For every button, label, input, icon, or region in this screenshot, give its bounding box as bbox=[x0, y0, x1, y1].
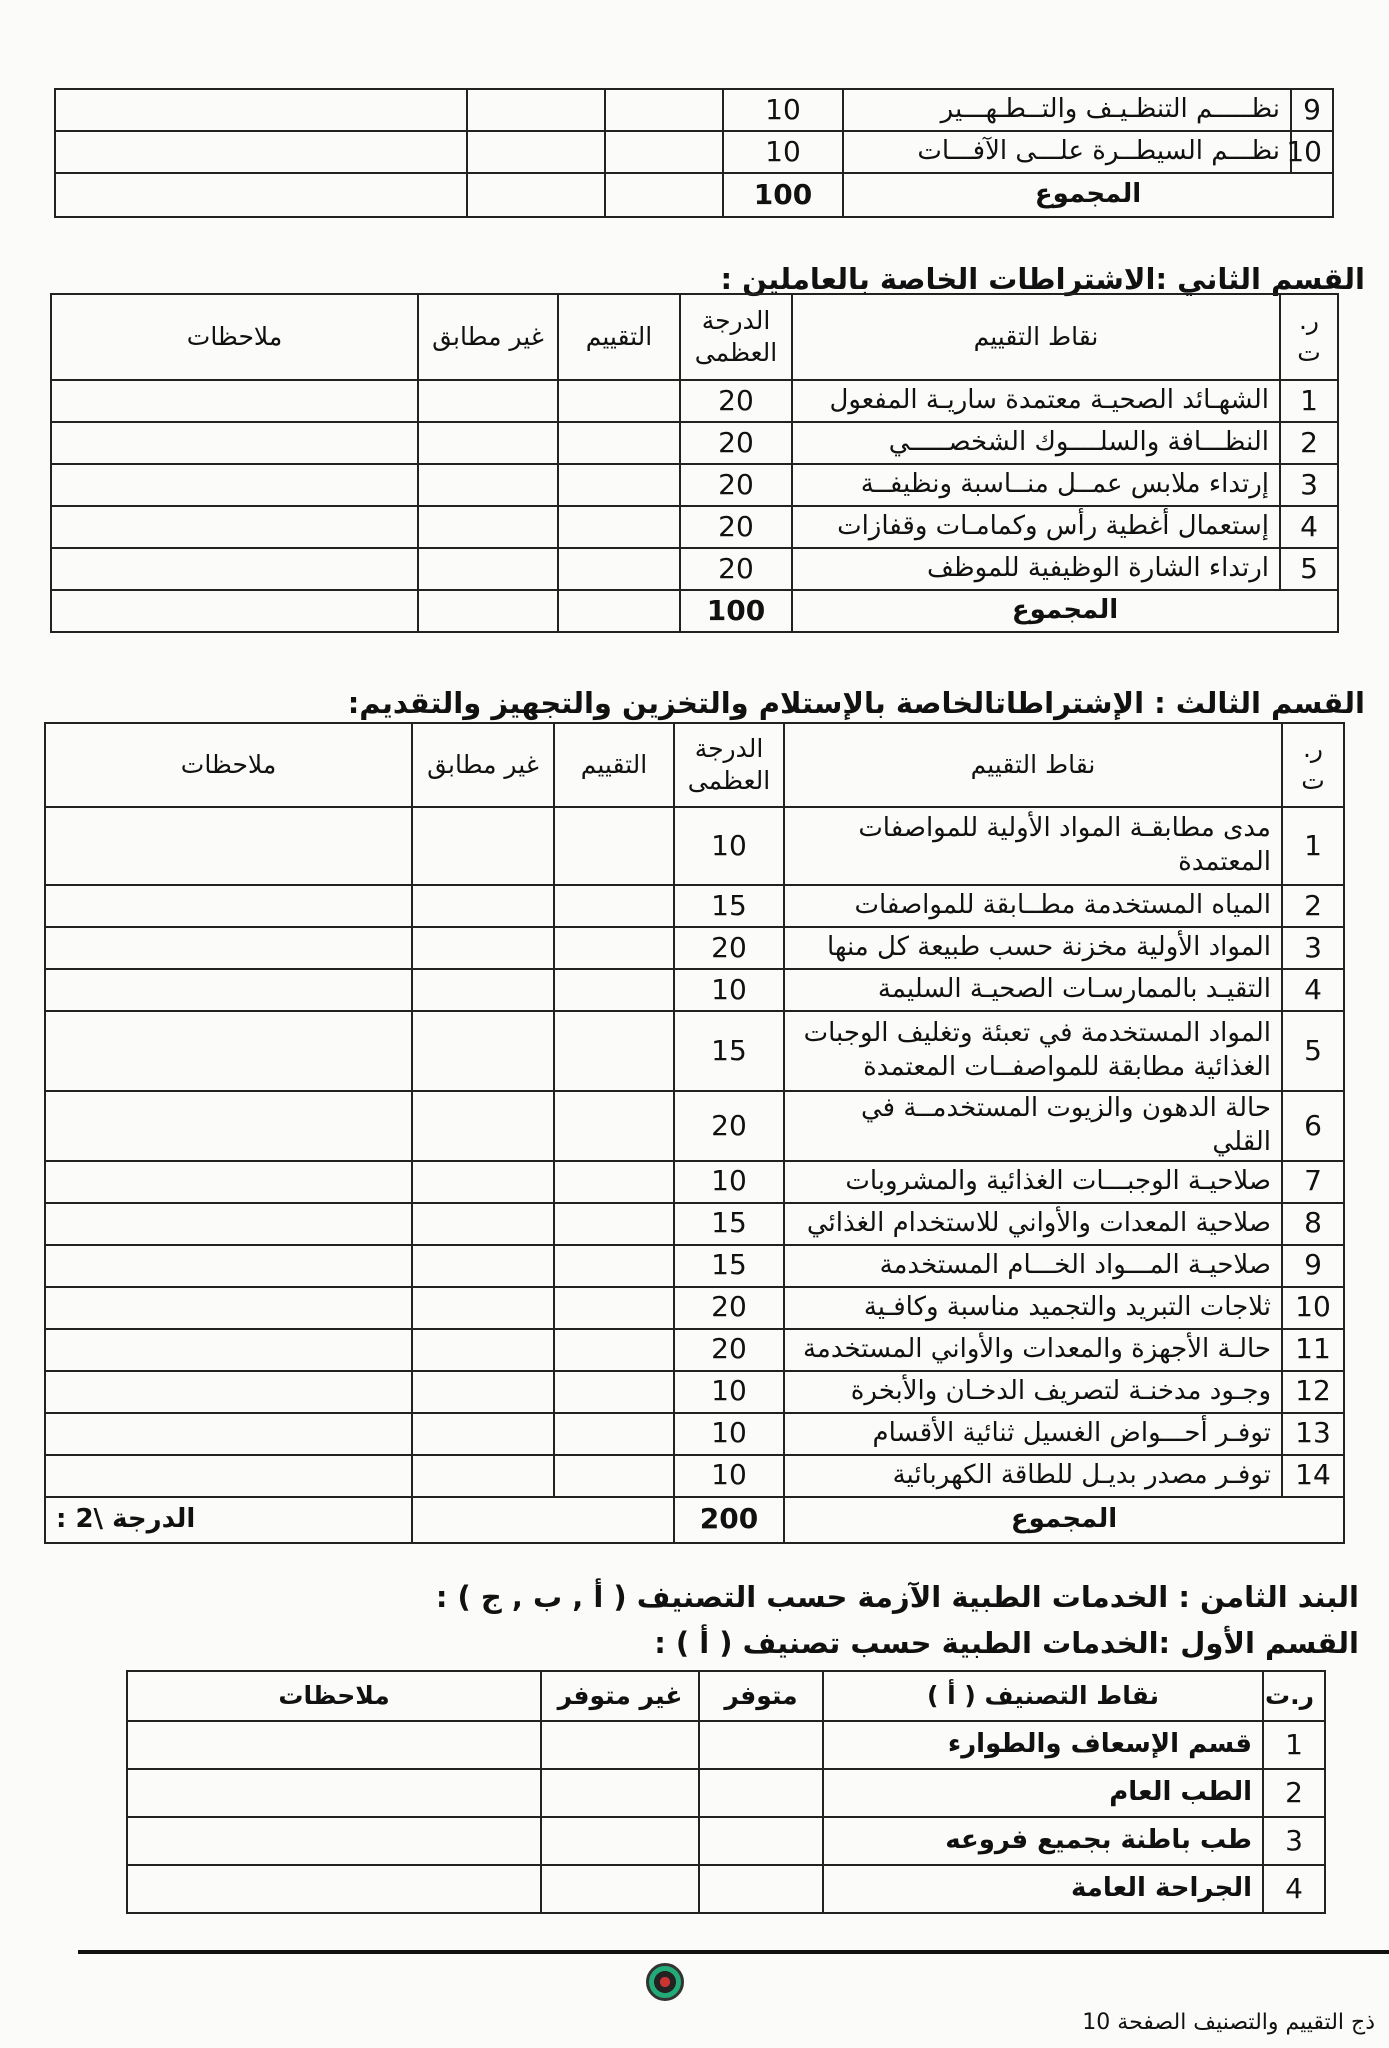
row-number: 5 bbox=[1282, 1011, 1344, 1091]
row-max-score: 10 bbox=[723, 131, 843, 173]
notes-cell[interactable] bbox=[127, 1817, 541, 1865]
table-row bbox=[45, 1413, 1344, 1455]
row-number: 2 bbox=[1263, 1769, 1325, 1817]
eval-cell[interactable] bbox=[554, 1455, 674, 1497]
nonmatch-cell[interactable] bbox=[418, 590, 558, 632]
notes-cell[interactable] bbox=[55, 131, 467, 173]
row-number: 3 bbox=[1282, 927, 1344, 969]
notes-cell[interactable] bbox=[45, 1413, 412, 1455]
row-item: حالة الدهون والزيوت المستخدمــة في القلي bbox=[784, 1091, 1282, 1161]
row-number: 9 bbox=[1291, 89, 1333, 131]
header-nonmatch: غير مطابق bbox=[418, 294, 558, 380]
notes-cell[interactable] bbox=[127, 1721, 541, 1769]
row-item: توفـر أحـــواض الغسيل ثنائية الأقسام bbox=[784, 1413, 1282, 1455]
table-row bbox=[45, 1287, 1344, 1329]
notes-cell[interactable] bbox=[45, 1287, 412, 1329]
notes-cell[interactable] bbox=[127, 1769, 541, 1817]
row-number: 7 bbox=[1282, 1161, 1344, 1203]
table-row bbox=[45, 885, 1344, 927]
eval-cell[interactable] bbox=[558, 506, 680, 548]
table-row bbox=[45, 1329, 1344, 1371]
row-max-score: 20 bbox=[674, 1287, 784, 1329]
row-number: 2 bbox=[1282, 885, 1344, 927]
nonmatch-cell[interactable] bbox=[412, 1371, 554, 1413]
table-row bbox=[51, 548, 1338, 590]
nonmatch-cell[interactable] bbox=[412, 1245, 554, 1287]
table-row bbox=[45, 1371, 1344, 1413]
row-item: حالـة الأجهزة والمعدات والأواني المستخدمة bbox=[784, 1329, 1282, 1371]
row-number: 1 bbox=[1282, 807, 1344, 885]
nonmatch-cell[interactable] bbox=[412, 1455, 554, 1497]
header-notes: ملاحظات bbox=[127, 1671, 541, 1721]
eval-cell[interactable] bbox=[554, 1161, 674, 1203]
header-unavailable: غير متوفر bbox=[541, 1671, 699, 1721]
nonmatch-cell[interactable] bbox=[412, 1413, 554, 1455]
table-section2 bbox=[50, 293, 1339, 633]
nonmatch-cell[interactable] bbox=[412, 1011, 554, 1091]
eval-cell[interactable] bbox=[554, 1329, 674, 1371]
notes-cell[interactable] bbox=[45, 969, 412, 1011]
row-number: 1 bbox=[1280, 380, 1338, 422]
row-number: 4 bbox=[1282, 969, 1344, 1011]
eval-cell[interactable] bbox=[554, 969, 674, 1011]
nonmatch-cell[interactable] bbox=[418, 506, 558, 548]
row-number: 12 bbox=[1282, 1371, 1344, 1413]
header-no: ر.ت bbox=[1263, 1671, 1325, 1721]
row-number: 4 bbox=[1280, 506, 1338, 548]
notes-cell[interactable] bbox=[51, 506, 418, 548]
footer-divider bbox=[78, 1950, 1389, 1954]
table-part1-tail bbox=[54, 88, 1334, 218]
nonmatch-cell[interactable] bbox=[412, 1203, 554, 1245]
available-cell[interactable] bbox=[699, 1721, 823, 1769]
row-item: المواد المستخدمة في تعبئة وتغليف الوجبات الغذائية مطابقة للمواصفــات المعتمدة bbox=[784, 1011, 1282, 1091]
nonmatch-cell[interactable] bbox=[418, 464, 558, 506]
eval-cell[interactable] bbox=[554, 885, 674, 927]
clause8-subheading: القسم الأول :الخدمات الطبية حسب تصنيف ( أ ) : bbox=[654, 1626, 1359, 1660]
header-notes: ملاحظات bbox=[51, 294, 418, 380]
notes-cell[interactable] bbox=[45, 885, 412, 927]
row-number: 5 bbox=[1280, 548, 1338, 590]
header-available: متوفر bbox=[699, 1671, 823, 1721]
row-item: توفـر مصدر بديـل للطاقة الكهربائية bbox=[784, 1455, 1282, 1497]
row-number: 6 bbox=[1282, 1091, 1344, 1161]
row-item: قسم الإسعاف والطوارء bbox=[823, 1721, 1263, 1769]
row-max-score: 10 bbox=[674, 1161, 784, 1203]
clause8-heading: البند الثامن : الخدمات الطبية الآزمة حسب التصنيف ( أ , ب , ج ) : bbox=[435, 1580, 1359, 1614]
header-notes: ملاحظات bbox=[45, 723, 412, 807]
row-max-score: 10 bbox=[674, 969, 784, 1011]
row-max-score: 20 bbox=[674, 1329, 784, 1371]
nonmatch-cell[interactable] bbox=[412, 807, 554, 885]
table-section3 bbox=[44, 722, 1345, 1544]
eval-cell[interactable] bbox=[554, 927, 674, 969]
table-row bbox=[45, 1245, 1344, 1287]
notes-cell[interactable] bbox=[45, 1091, 412, 1161]
eval-cell[interactable] bbox=[554, 1011, 674, 1091]
unavailable-cell[interactable] bbox=[541, 1721, 699, 1769]
score-cell[interactable] bbox=[45, 1497, 412, 1543]
section2-heading: القسم الثاني :الاشتراطات الخاصة بالعاملين : bbox=[720, 262, 1365, 296]
row-max-score: 15 bbox=[674, 1203, 784, 1245]
table-row bbox=[51, 422, 1338, 464]
row-item: ارتداء الشارة الوظيفية للموظف bbox=[792, 548, 1280, 590]
row-max-score: 15 bbox=[674, 1245, 784, 1287]
notes-cell[interactable] bbox=[51, 380, 418, 422]
notes-cell[interactable] bbox=[51, 422, 418, 464]
row-item: نظـــــم التنظـيـف والتــطـهـــير bbox=[843, 89, 1291, 131]
nonmatch-cell[interactable] bbox=[412, 1091, 554, 1161]
row-max-score: 10 bbox=[723, 89, 843, 131]
emblem-icon bbox=[646, 1963, 684, 2001]
eval-cell[interactable] bbox=[558, 422, 680, 464]
notes-cell[interactable] bbox=[45, 1371, 412, 1413]
row-number: 13 bbox=[1282, 1413, 1344, 1455]
total-value: 200 bbox=[674, 1497, 784, 1543]
nonmatch-cell[interactable] bbox=[412, 927, 554, 969]
row-item: المواد الأولية مخزنة حسب طبيعة كل منها bbox=[784, 927, 1282, 969]
section3-heading: القسم الثالث : الإشتراطاتالخاصة بالإستلام والتخزين والتجهيز والتقديم: bbox=[347, 686, 1365, 720]
notes-cell[interactable] bbox=[45, 807, 412, 885]
row-number: 3 bbox=[1280, 464, 1338, 506]
header-eval: التقييم bbox=[558, 294, 680, 380]
nonmatch-cell[interactable] bbox=[418, 380, 558, 422]
table-row bbox=[51, 506, 1338, 548]
row-max-score: 20 bbox=[680, 548, 792, 590]
eval-cell[interactable] bbox=[554, 1371, 674, 1413]
row-number: 10 bbox=[1282, 1287, 1344, 1329]
nonmatch-cell[interactable] bbox=[412, 969, 554, 1011]
table-clause8 bbox=[126, 1670, 1326, 1914]
header-row bbox=[51, 294, 1338, 380]
header-max: الدرجة العظمى bbox=[680, 294, 792, 380]
table-row bbox=[45, 1011, 1344, 1091]
eval-cell[interactable] bbox=[558, 380, 680, 422]
header-no: ر. ت bbox=[1282, 723, 1344, 807]
unavailable-cell[interactable] bbox=[541, 1865, 699, 1913]
nonmatch-cell[interactable] bbox=[412, 1161, 554, 1203]
eval-cell[interactable] bbox=[605, 89, 723, 131]
row-max-score: 10 bbox=[674, 1371, 784, 1413]
row-number: 1 bbox=[1263, 1721, 1325, 1769]
row-max-score: 10 bbox=[674, 1455, 784, 1497]
notes-cell[interactable] bbox=[45, 1161, 412, 1203]
total-label: المجموع bbox=[843, 173, 1333, 217]
notes-cell[interactable] bbox=[51, 464, 418, 506]
row-max-score: 15 bbox=[674, 1011, 784, 1091]
table-row bbox=[55, 89, 1333, 131]
header-points: نقاط التقييم bbox=[792, 294, 1280, 380]
available-cell[interactable] bbox=[699, 1865, 823, 1913]
nonmatch-cell[interactable] bbox=[467, 173, 605, 217]
nonmatch-cell[interactable] bbox=[412, 1329, 554, 1371]
nonmatch-cell[interactable] bbox=[412, 1287, 554, 1329]
row-item: صلاحية المعدات والأواني للاستخدام الغذائي bbox=[784, 1203, 1282, 1245]
eval-cell[interactable] bbox=[554, 807, 674, 885]
header-points: نقاط التصنيف ( أ ) bbox=[823, 1671, 1263, 1721]
table-row bbox=[45, 1161, 1344, 1203]
notes-cell[interactable] bbox=[127, 1865, 541, 1913]
row-max-score: 20 bbox=[674, 1091, 784, 1161]
eval-cell[interactable] bbox=[554, 1413, 674, 1455]
total-value: 100 bbox=[723, 173, 843, 217]
row-number: 11 bbox=[1282, 1329, 1344, 1371]
row-item: ثلاجات التبريد والتجميد مناسبة وكافـية bbox=[784, 1287, 1282, 1329]
row-number: 9 bbox=[1282, 1245, 1344, 1287]
eval-cell[interactable] bbox=[605, 131, 723, 173]
table-row bbox=[127, 1865, 1325, 1913]
score-label: الدرجة \2 : bbox=[56, 1503, 196, 1534]
total-label: المجموع bbox=[792, 590, 1338, 632]
table-row bbox=[45, 1091, 1344, 1161]
total-row bbox=[45, 1497, 1344, 1543]
total-row bbox=[51, 590, 1338, 632]
notes-cell[interactable] bbox=[45, 1245, 412, 1287]
header-nonmatch: غير مطابق bbox=[412, 723, 554, 807]
nonmatch-cell[interactable] bbox=[418, 548, 558, 590]
table-row bbox=[45, 1203, 1344, 1245]
row-item: الطب العام bbox=[823, 1769, 1263, 1817]
row-item: صلاحيـة المـــواد الخـــام المستخدمة bbox=[784, 1245, 1282, 1287]
notes-cell[interactable] bbox=[45, 1455, 412, 1497]
header-no: ر. ت bbox=[1280, 294, 1338, 380]
table-row bbox=[51, 380, 1338, 422]
row-item: التقيـد بالممارسـات الصحيـة السليمة bbox=[784, 969, 1282, 1011]
table-row bbox=[45, 807, 1344, 885]
row-max-score: 20 bbox=[680, 464, 792, 506]
notes-cell[interactable] bbox=[45, 927, 412, 969]
eval-cell[interactable] bbox=[558, 464, 680, 506]
row-number: 2 bbox=[1280, 422, 1338, 464]
nonmatch-cell[interactable] bbox=[418, 422, 558, 464]
header-eval: التقييم bbox=[554, 723, 674, 807]
row-item: وجـود مدخنـة لتصريف الدخـان والأبخرة bbox=[784, 1371, 1282, 1413]
available-cell[interactable] bbox=[699, 1817, 823, 1865]
row-max-score: 15 bbox=[674, 885, 784, 927]
table-row bbox=[45, 927, 1344, 969]
row-item: النظـــافة والسلــــوك الشخصـــــي bbox=[792, 422, 1280, 464]
row-item: الجراحة العامة bbox=[823, 1865, 1263, 1913]
row-max-score: 20 bbox=[680, 506, 792, 548]
row-max-score: 20 bbox=[680, 422, 792, 464]
row-item: الشهـائد الصحيـة معتمدة ساريـة المفعول bbox=[792, 380, 1280, 422]
unavailable-cell[interactable] bbox=[541, 1769, 699, 1817]
notes-cell[interactable] bbox=[45, 1329, 412, 1371]
notes-cell[interactable] bbox=[55, 89, 467, 131]
footer-page-label: ذج التقييم والتصنيف الصفحة 10 bbox=[1082, 2010, 1375, 2035]
header-max: الدرجة العظمى bbox=[674, 723, 784, 807]
notes-cell[interactable] bbox=[51, 548, 418, 590]
row-max-score: 10 bbox=[674, 807, 784, 885]
header-row bbox=[45, 723, 1344, 807]
eval-cell[interactable] bbox=[605, 173, 723, 217]
table-row bbox=[51, 464, 1338, 506]
available-cell[interactable] bbox=[699, 1769, 823, 1817]
row-number: 14 bbox=[1282, 1455, 1344, 1497]
notes-cell[interactable] bbox=[45, 1011, 412, 1091]
row-item: المياه المستخدمة مطــابقة للمواصفات bbox=[784, 885, 1282, 927]
table-row bbox=[45, 1455, 1344, 1497]
row-item: إستعمال أغطية رأس وكمامـات وقفازات bbox=[792, 506, 1280, 548]
table-row bbox=[45, 969, 1344, 1011]
row-item: طب باطنة بجميع فروعه bbox=[823, 1817, 1263, 1865]
header-points: نقاط التقييم bbox=[784, 723, 1282, 807]
nonmatch-cell[interactable] bbox=[467, 131, 605, 173]
row-number: 10 bbox=[1291, 131, 1333, 173]
row-max-score: 20 bbox=[674, 927, 784, 969]
nonmatch-cell[interactable] bbox=[467, 89, 605, 131]
total-label: المجموع bbox=[784, 1497, 1344, 1543]
table-row bbox=[127, 1817, 1325, 1865]
notes-cell[interactable] bbox=[45, 1203, 412, 1245]
row-item: مدى مطابقـة المواد الأولية للمواصفات المعتمدة bbox=[784, 807, 1282, 885]
eval-cell[interactable] bbox=[554, 1245, 674, 1287]
row-max-score: 10 bbox=[674, 1413, 784, 1455]
notes-cell[interactable] bbox=[55, 173, 467, 217]
row-item: نظـــم السيطــرة علـــى الآفـــات bbox=[843, 131, 1291, 173]
nonmatch-cell[interactable] bbox=[412, 885, 554, 927]
eval-cell[interactable] bbox=[412, 1497, 674, 1543]
eval-cell[interactable] bbox=[558, 548, 680, 590]
total-row bbox=[55, 173, 1333, 217]
row-item: إرتداء ملابس عمــل منــاسبة ونظيفــة bbox=[792, 464, 1280, 506]
table-row bbox=[127, 1721, 1325, 1769]
row-number: 8 bbox=[1282, 1203, 1344, 1245]
eval-cell[interactable] bbox=[554, 1203, 674, 1245]
table-row bbox=[55, 131, 1333, 173]
notes-cell[interactable] bbox=[51, 590, 418, 632]
header-row bbox=[127, 1671, 1325, 1721]
unavailable-cell[interactable] bbox=[541, 1817, 699, 1865]
row-max-score: 20 bbox=[680, 380, 792, 422]
row-item: صلاحيـة الوجبـــات الغذائية والمشروبات bbox=[784, 1161, 1282, 1203]
eval-cell[interactable] bbox=[558, 590, 680, 632]
row-number: 3 bbox=[1263, 1817, 1325, 1865]
row-number: 4 bbox=[1263, 1865, 1325, 1913]
total-value: 100 bbox=[680, 590, 792, 632]
table-row bbox=[127, 1769, 1325, 1817]
eval-cell[interactable] bbox=[554, 1287, 674, 1329]
eval-cell[interactable] bbox=[554, 1091, 674, 1161]
